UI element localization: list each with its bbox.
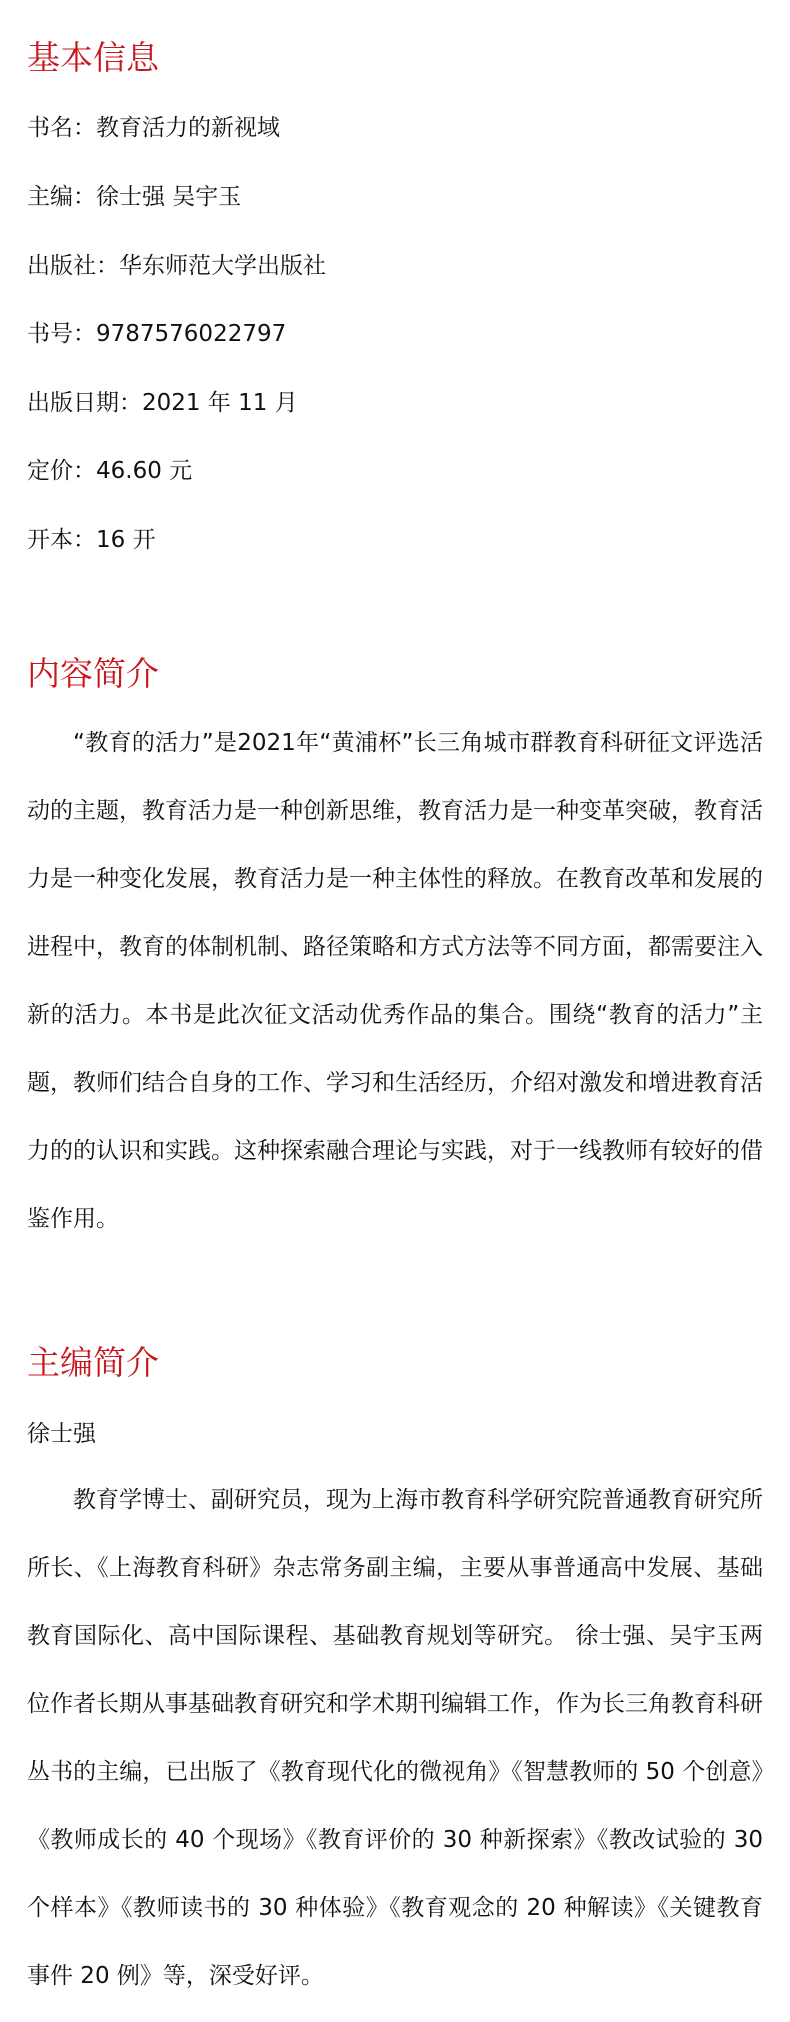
basic-info-heading: 基本信息 <box>27 38 159 77</box>
format-line: 开本：16 开 <box>27 527 156 553</box>
price-line: 定价：46.60 元 <box>27 458 193 484</box>
publish-date-line: 出版日期：2021 年 11 月 <box>27 390 298 416</box>
editors-line: 主编：徐士强 吴宇玉 <box>27 184 242 210</box>
isbn-line: 书号：9787576022797 <box>27 321 287 347</box>
publisher-line: 出版社：华东师范大学出版社 <box>27 253 326 279</box>
editor-heading: 主编简介 <box>27 1343 159 1382</box>
editor-name: 徐士强 <box>27 1421 96 1447</box>
summary-paragraph <box>27 709 763 1253</box>
book-title-line: 书名：教育活力的新视域 <box>27 115 280 141</box>
editor-paragraph <box>27 1466 763 2010</box>
editor-text: 教育学博士、副研究员，现为上海市教育科学研究院普通教育研究所所长、《上海教育科研》杂志常务副主编，主要从事普通高中发展、基础教育国际化、高中国际课程、基础教育规划等研究。 徐士强、吴宇玉两位作者长期从事基础教育研究和学术期刊编辑工作，作为长三角教育科研丛书的主编，已出版了《教育现代化的微视角》《智慧教师的 50 个创意》《教师成长的 40 个现场》《教育评价的 30 种新探索》《教改试验的 30 个样本》《教师读书的 30 种体验》《教育观念的 20 种解读》《关键教育事件 20 例》等，深受好评。 <box>27 1487 763 1989</box>
summary-text: “教育的活力”是2021年“黄浦杯”长三角城市群教育科研征文评选活动的主题，教育活力是一种创新思维，教育活力是一种变革突破，教育活力是一种变化发展，教育活力是一种主体性的释放。在教育改革和发展的进程中，教育的体制机制、路径策略和方式方法等不同方面，都需要注入新的活力。本书是此次征文活动优秀作品的集合。围绕“教育的活力”主题，教师们结合自身的工作、学习和生活经历，介绍对激发和增进教育活力的的认识和实践。这种探索融合理论与实践，对于一线教师有较好的借鉴作用。 <box>27 730 763 1232</box>
summary-heading: 内容简介 <box>27 654 159 693</box>
